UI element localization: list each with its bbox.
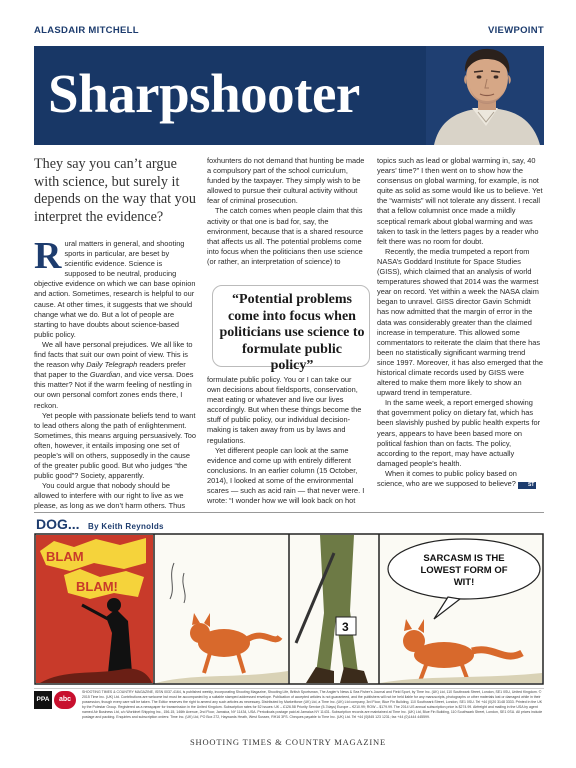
abc-logo: abc [54,691,76,709]
comic-panel-4 [380,535,542,683]
page-header [34,22,544,38]
paragraph: foxhunters do not demand that hunting be made a compulsory part of the school curriculum, funded by the taxpayer. They simply wish to be allowed to pursue their cultural activity without fear of criminal prosecution. [207,156,365,206]
speech-line-2: LOWEST FORM OF [420,565,508,576]
comic-panel-1 [36,535,153,683]
divider [34,512,544,513]
drop-cap: R [34,235,62,277]
comic-strip [34,533,544,685]
paragraph: When it comes to public policy based on science, who are we supposed to believe? ST [377,468,535,488]
comic-panel-3 [290,535,378,683]
section-label: VIEWPOINT [487,25,544,36]
publisher-legal-text: SHOOTING TIMES & COUNTRY MAGAZINE, ISSN 0037-4164, is published weekly, incorporating Shooting Magazine, Shooting Life, British Sportsman, The Angler’s News & Sea Fisher’s Journal and Field Sport, by Time Inc. (UK) Ltd, 110 Southwark Street, London, SE1 0SU, United Kingdom. © 2015 Time Inc. (UK) Ltd. Contributions are welcome but must be accompanied by a suitable stamped addressed envelope. Publication of accepted articles is not guaranteed, and the publishers will not be held liable for any manuscripts, photographs or other materials lost or damaged while in their possession, though every care will be taken. The Editor reserves the right to amend any such articles as necessary. Distributed by Marketforce (UK) Ltd, a Time Inc. (UK) Ltd company, 3rd Floor, Blue Fin Building, 110 Southwark Street, London, SE1 0SU. Tel +44 (0)20 3148 3333. Printed in the UK by the Polestar Group. Registered as a newspaper for transmission in the United Kingdom. Subscription rates for 52 issues: UK – £126.58 Priority Service (5-7days) Europe – €210.99; ROW – $179.99. The 2014 US annual subscription price is $274.99. Airfreight and mailing in the USA by agent named Air Business Ltd, c/o Worldnet Shipping Inc., 156-15, 146th Avenue, 2nd Floor, Jamaica, NY 11434, USA. Periodicals postage paid at Jamaica NY 11431. Subscription records are maintained at Time Inc. (UK) Ltd, Blue Fin Building, 110 Southwark Street, London, SE1 0SU. All prices include postage and packing. Enquiries and subscription orders: Time Inc. (UK) Ltd, PO Box 272, Haywards Heath, West Sussex, RH16 3FS. Cheques payable to Time Inc. (UK) Ltd. Tel +44 (0)845 123 1231; fax +44 (0)1444 445599. [82,690,543,719]
column-title: Sharpshooter [48,63,360,124]
comic-heading [36,516,164,534]
pull-quote-text: “Potential problems come into focus when politicians use science to formulate public policy” [219,292,365,373]
comic-byline: By Keith Reynolds [88,522,164,531]
paragraph: topics such as lead or global warming in, say, 40 years’ time?” I then went on to show how the consensus on global warming, for example, is not quite as solid as some would like us to believe. Yet the “warmists” will not tolerate any dissent. I recall that a fellow columnist once made a mildly sceptical remark about global warming and was taken to task in the letters pages by a reader who felt there was no room for doubt. [377,156,543,246]
standfirst: They say you can’t argue with science, but surely it depends on the way that you interpret the evidence? [34,156,196,225]
end-mark: ST [518,482,536,489]
comic-title: DOG... [36,516,80,532]
ppa-logo: PPA [34,691,52,709]
paragraph: formulate public policy. You or I can take our own decisions about fieldsports, conservation, meat eating or whatever and live our lives accordingly. But when these things become the stuff of public policy, our individual decision-making is taken away from us by laws and regulations. [207,375,362,445]
comic-panel-2 [155,535,288,683]
paragraph: Yet people with passionate beliefs tend to want to lead others along the path of enlightenment. Sometimes, this means arguing persuasively. Too often, however, it entails imposing one set of people’s will on others, supposedly in the cause of the greater public good. But who judges “the public good”? Society, apparently. [34,410,196,481]
speech-line-1: SARCASM IS THE [423,553,505,564]
author-name: ALASDAIR MITCHELL [34,25,139,36]
author-portrait [426,46,544,145]
column-banner [34,46,544,145]
article-column-2-top [207,156,367,267]
paragraph: We all have personal prejudices. We all like to find facts that suit our own point of view. This is the reason why Daily Telegraph readers prefer that paper to the Guardian, and vice versa. Does this matter? Not if the warm feeling of nestling in our own personal comfort zones ends there, I reckon. [34,339,194,410]
paragraph: You could argue that nobody should be allowed to interfere with our right to live as we please, as long as we don’t harm others. Thus [34,481,186,511]
paragraph: Recently, the media trumpeted a report from NASA’s Goddard Institute for Space Studies (GISS), which claimed that an analysis of world temperatures showed that 2014 was the warmest year on record. Yet within a week the NASA claim began to unravel. GISS director Gavin Schmidt has now admitted that the margin of error in the data was considerably greater than the claimed increase in temperature. This allowed some commentators to reiterate the claim that there has been no statistically significant warming trend since 1997. Moreover, it has also emerged that the historical climate records used by GISS were altered to make them more likely to show an upward trend in temperature. [377,246,543,398]
sfx-blam-1: BLAM [46,549,84,564]
footer-logos [34,691,78,709]
article-column-3 [377,156,544,489]
paragraph: Rural matters in general, and shooting sports in particular, are beset by scientific evidence. Science is supposed to be neutral, producing objective evidence on which we can base opinion and action. Sometimes, research is helpful to our cause. At other times, it suggests that we should change what we do. But a lot of people are starting to have doubts about science-based public policy. [34,235,196,339]
publication-name: SHOOTING TIMES & COUNTRY MAGAZINE [190,737,386,747]
divider [34,688,544,689]
peg-number: 3 [342,620,349,634]
article-column-1 [34,235,196,512]
paragraph: Yet different people can look at the same evidence and come up with entirely different conclusions. In an earlier column (15 October, 2014), I looked at some of the environmental scares — such as acid rain — that never were. I wrote: “I wonder how we will look back on hot [207,445,365,506]
paragraph: In the same week, a report emerged showing that government policy on dietary fat, which has been slavishly pushed by public health experts for years, appears to have been based more on political fashion than on facts. The policy, according to the report, may have actually damaged people’s health. [377,398,541,468]
paragraph: The catch comes when people claim that this activity or that one is bad for, say, the environment, because that is a shared resource that affects us all. The potential problems come into focus when the politicians then use science (or rather, an interpretation of science) to [207,206,364,266]
speech-line-3: WIT! [453,577,475,588]
article-column-2-bottom [207,375,367,506]
sfx-blam-2: BLAM! [76,579,118,594]
pull-quote [212,285,370,373]
